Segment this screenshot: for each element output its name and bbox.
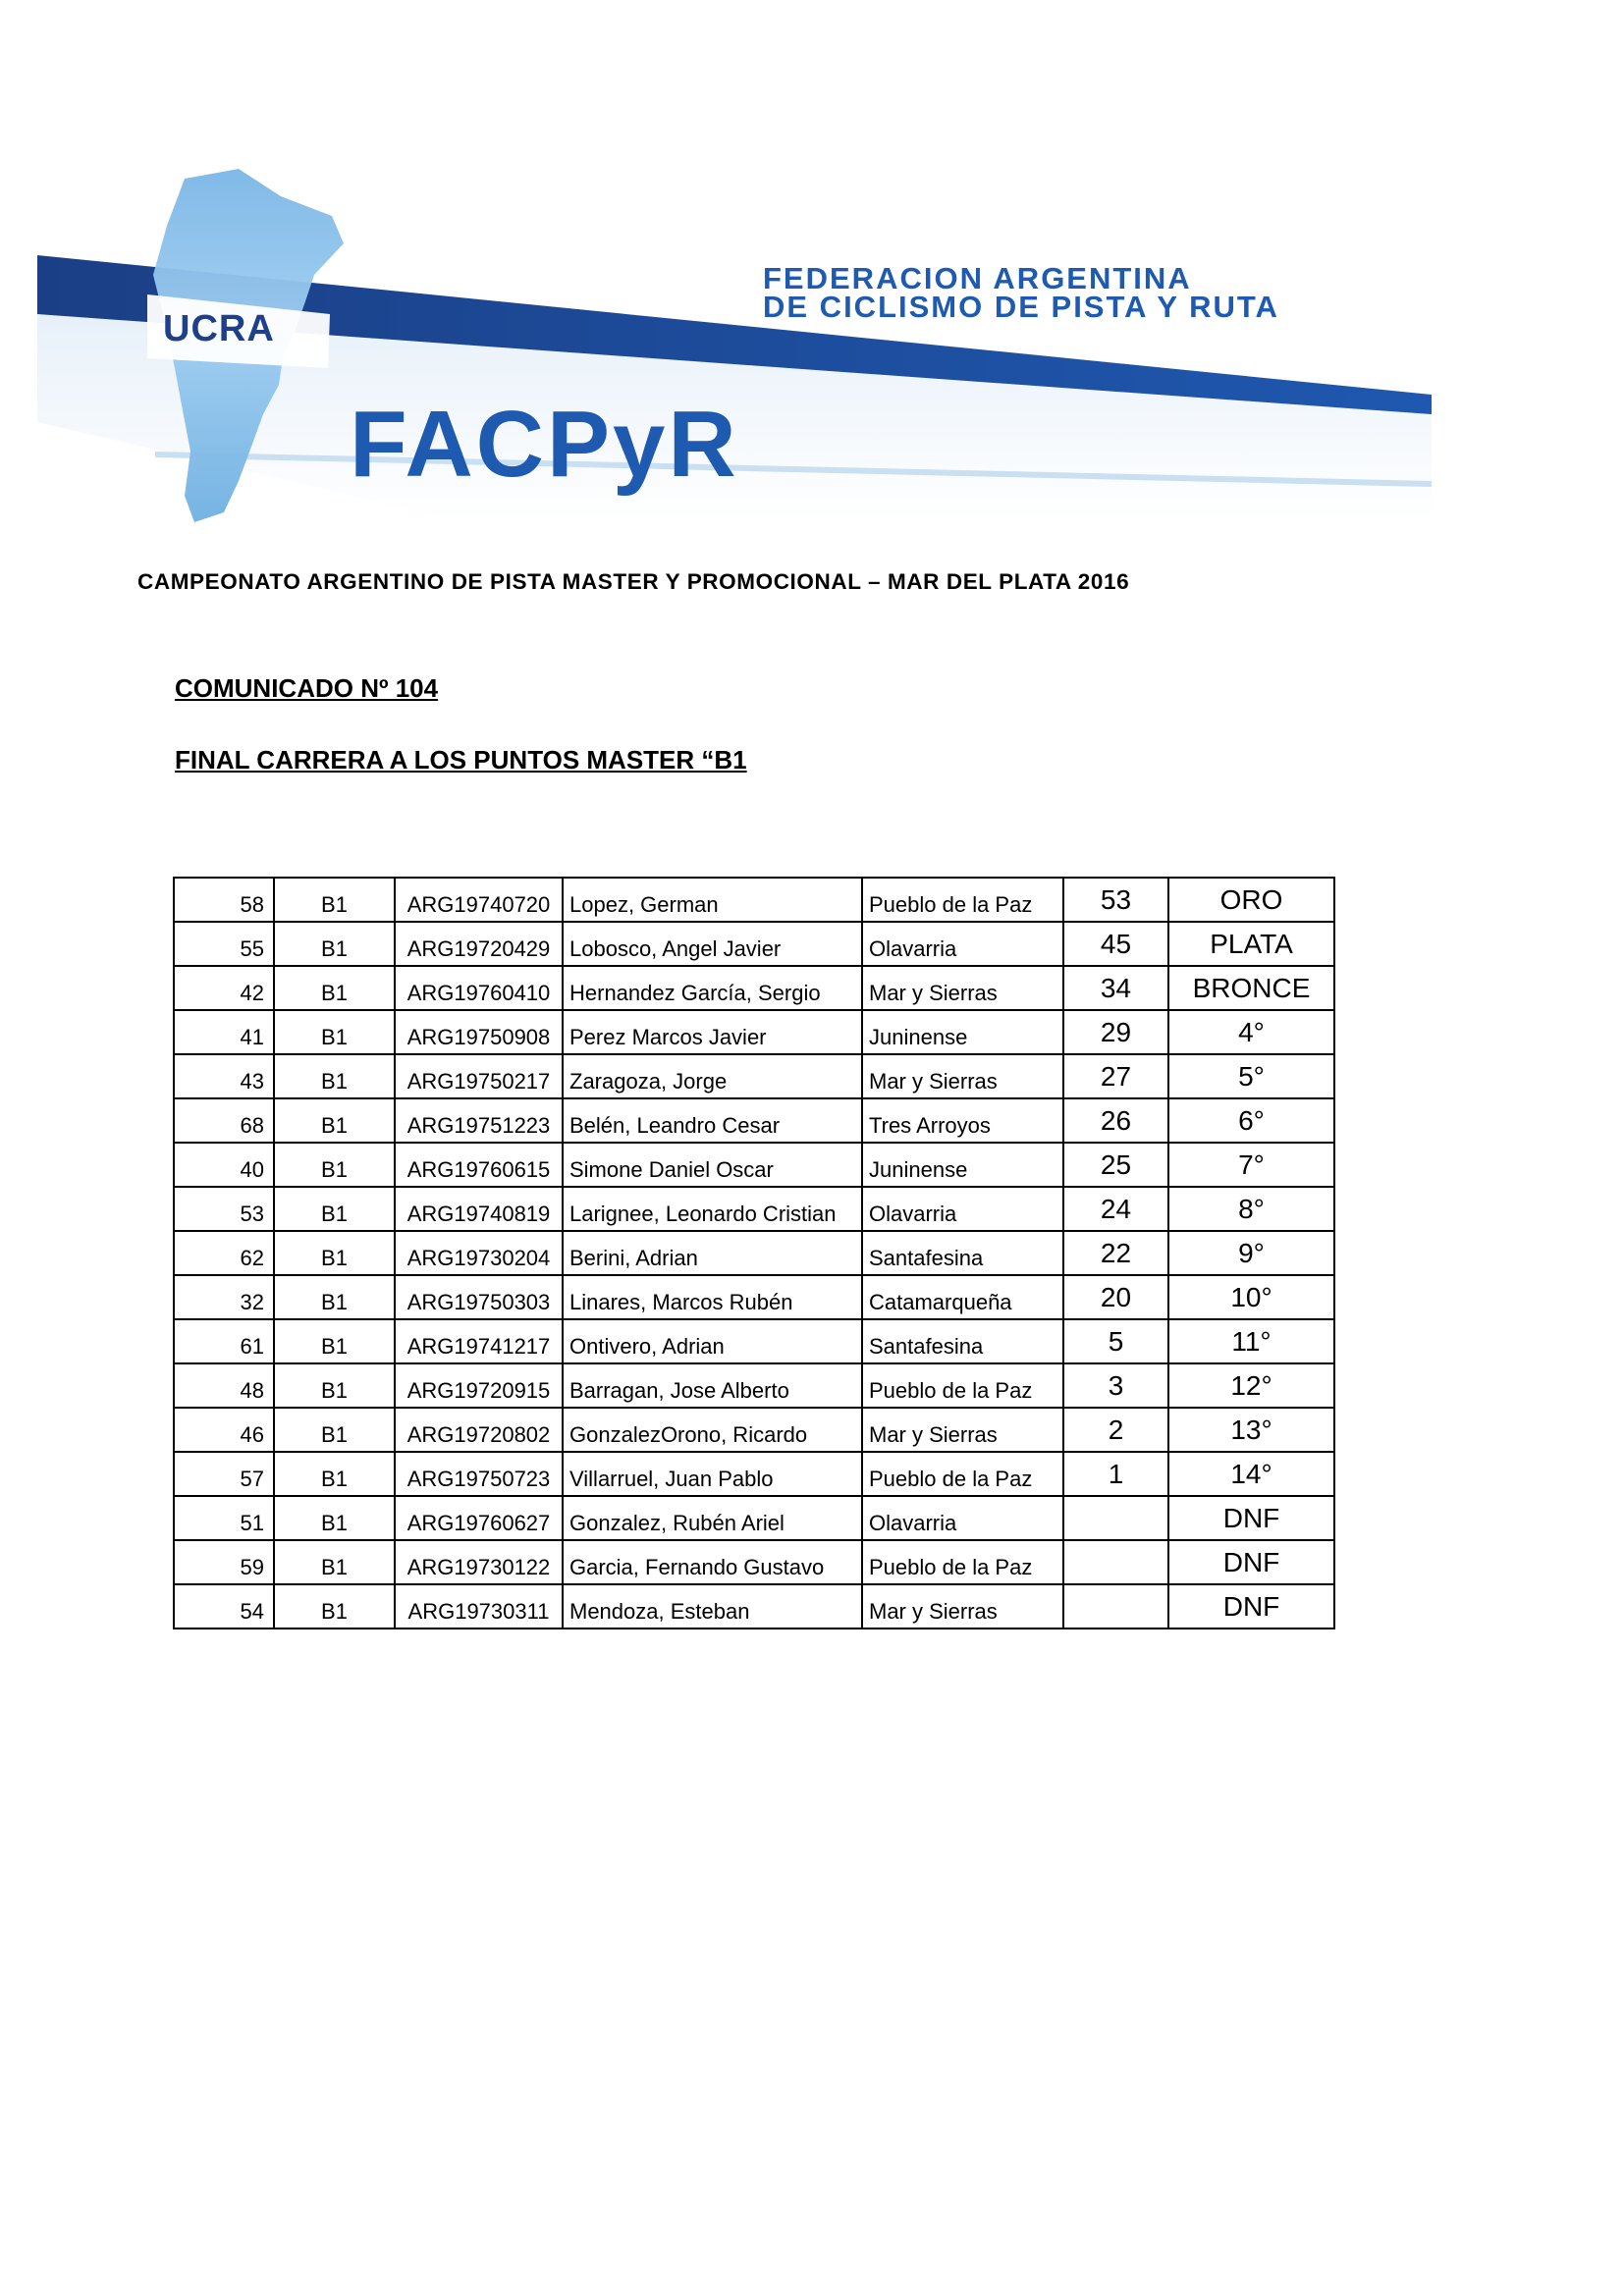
uci-id-cell: ARG19750723 [395, 1452, 563, 1496]
bib-number-cell: 32 [174, 1275, 274, 1319]
table-row [174, 1319, 1334, 1363]
bib-number-cell: 55 [174, 922, 274, 966]
team-cell: Olavarria [862, 1496, 1063, 1540]
uci-id-cell: ARG19720915 [395, 1363, 563, 1408]
place-cell: 7° [1168, 1143, 1334, 1187]
points-cell: 27 [1063, 1054, 1168, 1098]
category-cell: B1 [274, 1319, 395, 1363]
table-row [174, 1275, 1334, 1319]
team-cell: Olavarria [862, 922, 1063, 966]
table-row [174, 1143, 1334, 1187]
uci-id-cell: ARG19720429 [395, 922, 563, 966]
category-cell: B1 [274, 1452, 395, 1496]
category-cell: B1 [274, 1496, 395, 1540]
rider-name-cell: Ontivero, Adrian [563, 1319, 862, 1363]
points-cell: 3 [1063, 1363, 1168, 1408]
points-cell: 2 [1063, 1408, 1168, 1452]
place-cell: 14° [1168, 1452, 1334, 1496]
uci-id-cell: ARG19760410 [395, 966, 563, 1010]
bib-number-cell: 46 [174, 1408, 274, 1452]
uci-id-cell: ARG19730122 [395, 1540, 563, 1584]
table-row [174, 1231, 1334, 1275]
uci-id-cell: ARG19741217 [395, 1319, 563, 1363]
table-row [174, 1187, 1334, 1231]
bib-number-cell: 41 [174, 1010, 274, 1054]
rider-name-cell: Larignee, Leonardo Cristian [563, 1187, 862, 1231]
category-cell: B1 [274, 1098, 395, 1143]
place-cell: 4° [1168, 1010, 1334, 1054]
place-cell: PLATA [1168, 922, 1334, 966]
team-cell: Pueblo de la Paz [862, 878, 1063, 922]
bib-number-cell: 42 [174, 966, 274, 1010]
uci-id-cell: ARG19750217 [395, 1054, 563, 1098]
team-cell: Mar y Sierras [862, 1408, 1063, 1452]
team-cell: Mar y Sierras [862, 966, 1063, 1010]
uci-id-cell: ARG19720802 [395, 1408, 563, 1452]
rider-name-cell: Villarruel, Juan Pablo [563, 1452, 862, 1496]
place-cell: 5° [1168, 1054, 1334, 1098]
place-cell: 11° [1168, 1319, 1334, 1363]
championship-title: CAMPEONATO ARGENTINO DE PISTA MASTER Y PROMOCIONAL – MAR DEL PLATA 2016 [137, 569, 1130, 594]
table-row [174, 1363, 1334, 1408]
rider-name-cell: Gonzalez, Rubén Ariel [563, 1496, 862, 1540]
uci-id-cell: ARG19740819 [395, 1187, 563, 1231]
team-cell: Catamarqueña [862, 1275, 1063, 1319]
rider-name-cell: Hernandez García, Sergio [563, 966, 862, 1010]
points-cell: 24 [1063, 1187, 1168, 1231]
team-cell: Mar y Sierras [862, 1054, 1063, 1098]
place-cell: ORO [1168, 878, 1334, 922]
points-cell: 22 [1063, 1231, 1168, 1275]
bib-number-cell: 62 [174, 1231, 274, 1275]
points-cell: 34 [1063, 966, 1168, 1010]
uci-id-cell: ARG19730204 [395, 1231, 563, 1275]
place-cell: BRONCE [1168, 966, 1334, 1010]
team-cell: Olavarria [862, 1187, 1063, 1231]
bib-number-cell: 57 [174, 1452, 274, 1496]
category-cell: B1 [274, 1275, 395, 1319]
bib-number-cell: 68 [174, 1098, 274, 1143]
rider-name-cell: Garcia, Fernando Gustavo [563, 1540, 862, 1584]
table-row [174, 1496, 1334, 1540]
table-row [174, 1408, 1334, 1452]
points-cell: 25 [1063, 1143, 1168, 1187]
place-cell: DNF [1168, 1496, 1334, 1540]
table-row [174, 1098, 1334, 1143]
points-cell: 20 [1063, 1275, 1168, 1319]
category-cell: B1 [274, 922, 395, 966]
category-cell: B1 [274, 1187, 395, 1231]
facpyr-banner [37, 157, 1432, 525]
race-title: FINAL CARRERA A LOS PUNTOS MASTER “B1 [175, 745, 747, 774]
uci-id-cell: ARG19751223 [395, 1098, 563, 1143]
table-row [174, 1054, 1334, 1098]
category-cell: B1 [274, 1408, 395, 1452]
rider-name-cell: Mendoza, Esteban [563, 1584, 862, 1629]
team-cell: Santafesina [862, 1319, 1063, 1363]
place-cell: 6° [1168, 1098, 1334, 1143]
place-cell: 10° [1168, 1275, 1334, 1319]
rider-name-cell: Perez Marcos Javier [563, 1010, 862, 1054]
rider-name-cell: Zaragoza, Jorge [563, 1054, 862, 1098]
team-cell: Tres Arroyos [862, 1098, 1063, 1143]
rider-name-cell: Berini, Adrian [563, 1231, 862, 1275]
bib-number-cell: 40 [174, 1143, 274, 1187]
team-cell: Pueblo de la Paz [862, 1452, 1063, 1496]
uci-id-cell: ARG19730311 [395, 1584, 563, 1629]
place-cell: DNF [1168, 1540, 1334, 1584]
team-cell: Pueblo de la Paz [862, 1363, 1063, 1408]
rider-name-cell: Linares, Marcos Rubén [563, 1275, 862, 1319]
points-cell: 29 [1063, 1010, 1168, 1054]
bib-number-cell: 48 [174, 1363, 274, 1408]
place-cell: 8° [1168, 1187, 1334, 1231]
points-cell: 5 [1063, 1319, 1168, 1363]
category-cell: B1 [274, 966, 395, 1010]
rider-name-cell: Lobosco, Angel Javier [563, 922, 862, 966]
points-cell [1063, 1584, 1168, 1629]
team-cell: Pueblo de la Paz [862, 1540, 1063, 1584]
uci-id-cell: ARG19740720 [395, 878, 563, 922]
place-cell: 13° [1168, 1408, 1334, 1452]
place-cell: 9° [1168, 1231, 1334, 1275]
federation-name-line1: FEDERACION ARGENTINA [763, 261, 1192, 295]
category-cell: B1 [274, 1363, 395, 1408]
table-row [174, 878, 1334, 922]
category-cell: B1 [274, 1143, 395, 1187]
uci-id-cell: ARG19750303 [395, 1275, 563, 1319]
category-cell: B1 [274, 1584, 395, 1629]
uci-id-cell: ARG19760615 [395, 1143, 563, 1187]
bib-number-cell: 51 [174, 1496, 274, 1540]
facpyr-logo-text: FACPyR [350, 392, 739, 497]
uci-id-cell: ARG19750908 [395, 1010, 563, 1054]
category-cell: B1 [274, 878, 395, 922]
bib-number-cell: 59 [174, 1540, 274, 1584]
points-cell [1063, 1540, 1168, 1584]
bib-number-cell: 54 [174, 1584, 274, 1629]
results-table [173, 877, 1335, 1629]
category-cell: B1 [274, 1054, 395, 1098]
bib-number-cell: 61 [174, 1319, 274, 1363]
team-cell: Santafesina [862, 1231, 1063, 1275]
team-cell: Mar y Sierras [862, 1584, 1063, 1629]
place-cell: DNF [1168, 1584, 1334, 1629]
ucra-logo-text: UCRA [163, 308, 275, 349]
category-cell: B1 [274, 1010, 395, 1054]
rider-name-cell: Belén, Leandro Cesar [563, 1098, 862, 1143]
rider-name-cell: Lopez, German [563, 878, 862, 922]
category-cell: B1 [274, 1540, 395, 1584]
team-cell: Juninense [862, 1010, 1063, 1054]
bib-number-cell: 53 [174, 1187, 274, 1231]
points-cell: 45 [1063, 922, 1168, 966]
rider-name-cell: Simone Daniel Oscar [563, 1143, 862, 1187]
points-cell [1063, 1496, 1168, 1540]
table-row [174, 1584, 1334, 1629]
points-cell: 53 [1063, 878, 1168, 922]
uci-id-cell: ARG19760627 [395, 1496, 563, 1540]
table-row [174, 1010, 1334, 1054]
category-cell: B1 [274, 1231, 395, 1275]
federation-name-line2: DE CICLISMO DE PISTA Y RUTA [763, 290, 1279, 324]
rider-name-cell: GonzalezOrono, Ricardo [563, 1408, 862, 1452]
team-cell: Juninense [862, 1143, 1063, 1187]
communique-number: COMUNICADO Nº 104 [175, 673, 439, 703]
rider-name-cell: Barragan, Jose Alberto [563, 1363, 862, 1408]
bib-number-cell: 58 [174, 878, 274, 922]
table-row [174, 1452, 1334, 1496]
results-table-body [174, 878, 1334, 1629]
table-row [174, 966, 1334, 1010]
bib-number-cell: 43 [174, 1054, 274, 1098]
place-cell: 12° [1168, 1363, 1334, 1408]
points-cell: 1 [1063, 1452, 1168, 1496]
table-row [174, 922, 1334, 966]
table-row [174, 1540, 1334, 1584]
points-cell: 26 [1063, 1098, 1168, 1143]
